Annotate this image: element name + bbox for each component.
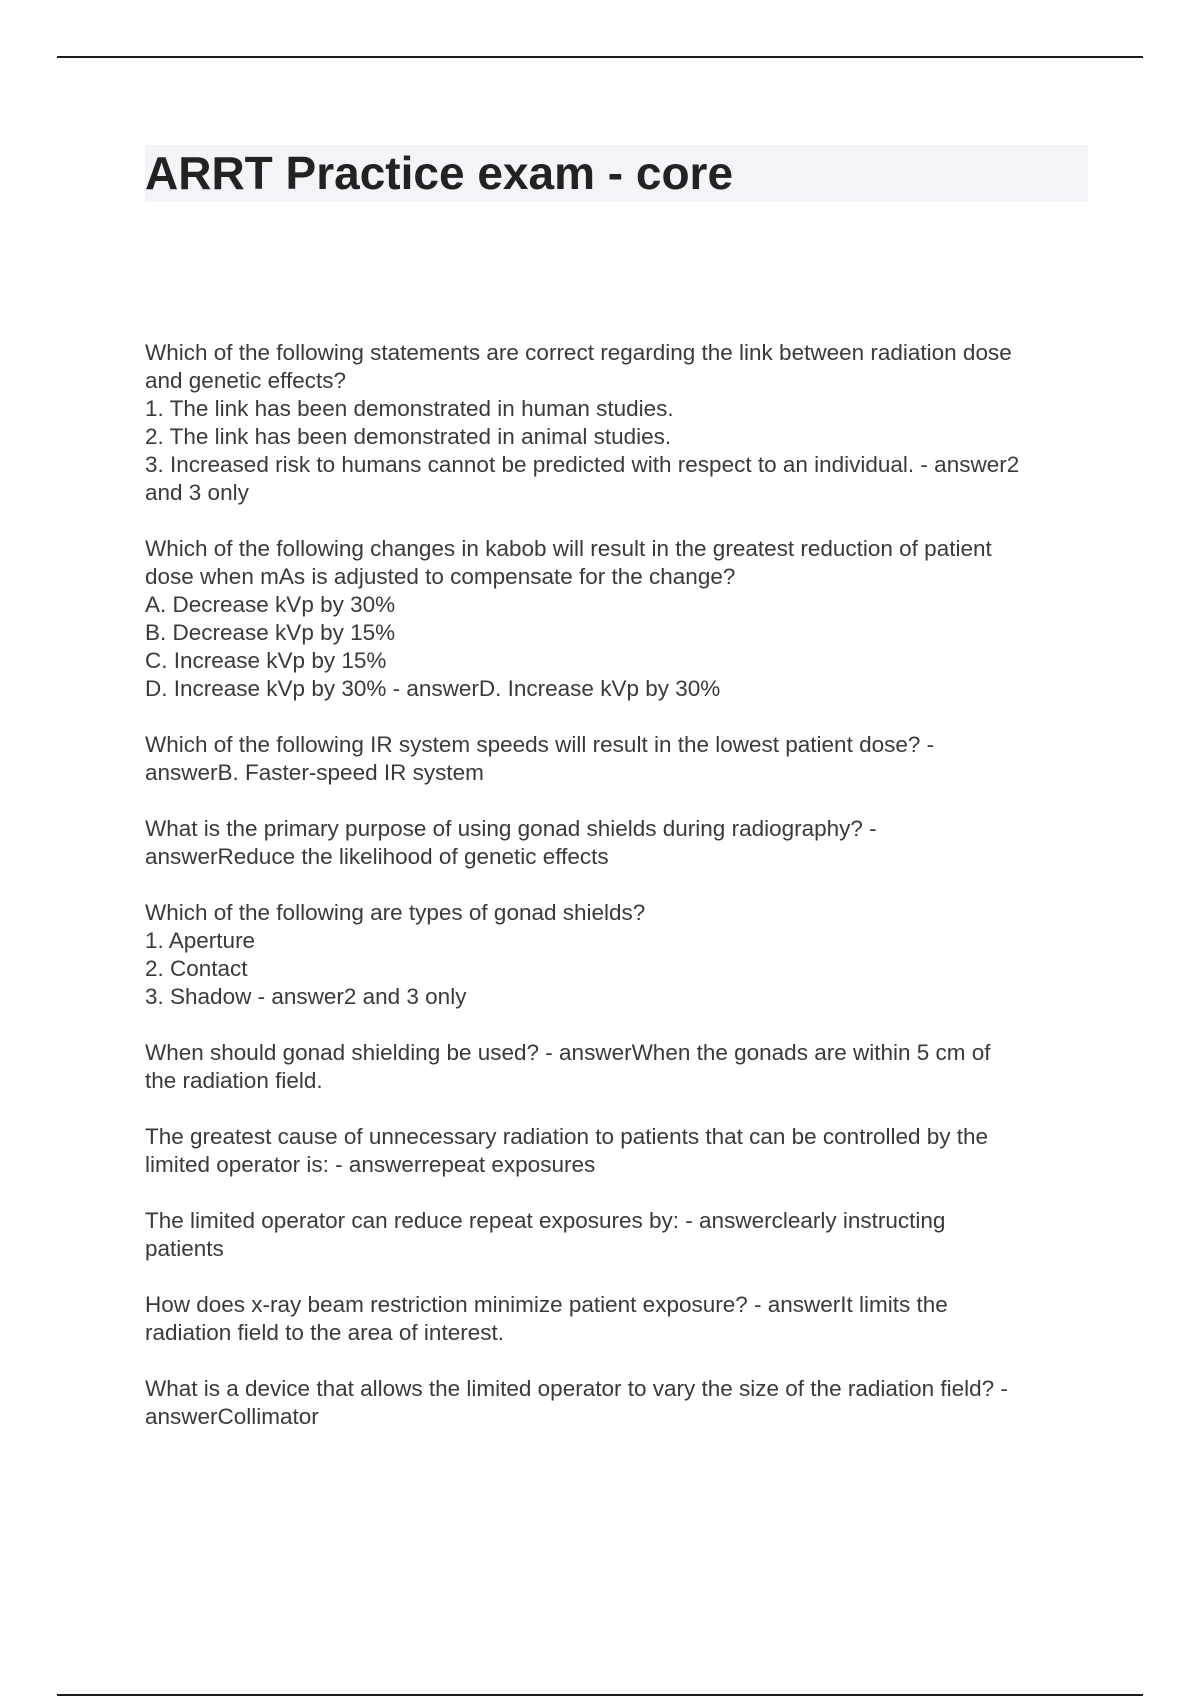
qa-line: and 3 only [145, 480, 249, 505]
qa-line: answerCollimator [145, 1404, 319, 1429]
qa-item [145, 899, 1090, 1011]
qa-line: 2. The link has been demonstrated in animal studies. [145, 424, 672, 449]
page-title: ARRT Practice exam - core [145, 147, 734, 199]
qa-item [145, 1039, 1090, 1095]
qa-item [145, 339, 1090, 507]
top-rule [57, 56, 1143, 58]
qa-line: and genetic effects? [145, 368, 346, 393]
qa-line: answerReduce the likelihood of genetic effects [145, 844, 609, 869]
qa-line: A. Decrease kVp by 30% [145, 592, 396, 617]
qa-line: limited operator is: - answerrepeat exposures [145, 1152, 596, 1177]
qa-line: the radiation field. [145, 1068, 323, 1093]
qa-line: How does x-ray beam restriction minimize patient exposure? - answerIt limits the [145, 1292, 948, 1317]
qa-line: 1. The link has been demonstrated in human studies. [145, 396, 674, 421]
qa-line: 3. Increased risk to humans cannot be predicted with respect to an individual. - answer2 [145, 452, 1020, 477]
qa-item [145, 731, 1090, 787]
qa-line: B. Decrease kVp by 15% [145, 620, 396, 645]
qa-line: Which of the following statements are correct regarding the link between radiation dose [145, 340, 1012, 365]
qa-line: radiation field to the area of interest. [145, 1320, 504, 1345]
qa-item [145, 1123, 1090, 1179]
qa-line: answerB. Faster-speed IR system [145, 760, 484, 785]
qa-line: dose when mAs is adjusted to compensate for the change? [145, 564, 736, 589]
qa-line: patients [145, 1236, 224, 1261]
qa-line: C. Increase kVp by 15% [145, 648, 387, 673]
qa-item [145, 1375, 1090, 1431]
qa-line: 2. Contact [145, 956, 248, 981]
qa-item [145, 815, 1090, 871]
qa-line: 1. Aperture [145, 928, 256, 953]
qa-list [145, 339, 1090, 1459]
qa-item [145, 1207, 1090, 1263]
qa-line: Which of the following are types of gonad shields? [145, 900, 646, 925]
qa-line: When should gonad shielding be used? - answerWhen the gonads are within 5 cm of [145, 1040, 991, 1065]
qa-line: D. Increase kVp by 30% - answerD. Increase kVp by 30% [145, 676, 721, 701]
qa-line: What is a device that allows the limited operator to vary the size of the radiation field? - [145, 1376, 1008, 1401]
qa-line: Which of the following changes in kabob will result in the greatest reduction of patient [145, 536, 992, 561]
qa-item [145, 1291, 1090, 1347]
qa-line: The limited operator can reduce repeat exposures by: - answerclearly instructing [145, 1208, 946, 1233]
qa-line: The greatest cause of unnecessary radiation to patients that can be controlled by the [145, 1124, 989, 1149]
qa-line: What is the primary purpose of using gonad shields during radiography? - [145, 816, 877, 841]
qa-line: Which of the following IR system speeds will result in the lowest patient dose? - [145, 732, 935, 757]
qa-item [145, 535, 1090, 703]
bottom-rule [57, 1694, 1143, 1696]
qa-line: 3. Shadow - answer2 and 3 only [145, 984, 467, 1009]
